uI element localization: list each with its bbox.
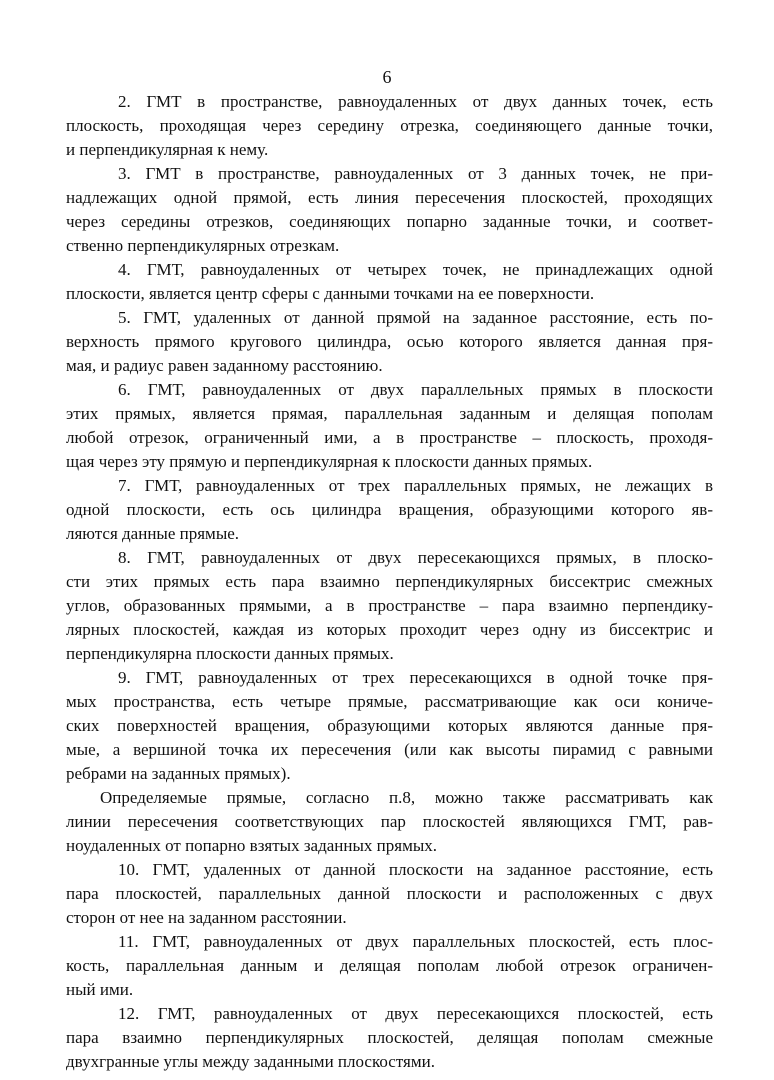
text-line: мых пространства, есть четыре прямые, рассматривающие как оси кониче-	[66, 692, 713, 711]
text-line: и перпендикулярная к нему.	[66, 140, 269, 159]
text-line: Определяемые прямые, согласно п.8, можно также рассматривать как	[100, 788, 713, 807]
text-line: надлежащих одной прямой, есть линия пересечения плоскостей, проходящих	[66, 188, 713, 207]
text-line: 6. ГМТ, равноудаленных от двух параллельных прямых в плоскости	[118, 380, 713, 399]
text-line: 7. ГМТ, равноудаленных от трех параллельных прямых, не лежащих в	[118, 476, 713, 495]
text-line: мые, а вершиной точка их пересечения (или как высоты пирамид с равными	[66, 740, 713, 759]
text-line: перпендикулярна плоскости данных прямых.	[66, 644, 394, 663]
text-line: мая, и радиус равен заданному расстоянию.	[66, 356, 383, 375]
text-line: двухгранные углы между заданными плоскостями.	[66, 1052, 435, 1071]
text-line: углов, образованных прямыми, а в пространстве – пара взаимно перпендику-	[66, 596, 713, 615]
text-line: линии пересечения соответствующих пар плоскостей являющихся ГМТ, рав-	[66, 812, 713, 831]
text-line: этих прямых, является прямая, параллельная заданным и делящая пополам	[66, 404, 713, 423]
text-line: 3. ГМТ в пространстве, равноудаленных от 3 данных точек, не при-	[118, 164, 713, 183]
text-line: 10. ГМТ, удаленных от данной плоскости на заданное расстояние, есть	[118, 860, 713, 879]
text-line: кость, параллельная данным и делящая пополам любой отрезок ограничен-	[66, 956, 713, 975]
text-line: 2. ГМТ в пространстве, равноудаленных от двух данных точек, есть	[118, 92, 713, 111]
text-line: через середины отрезков, соединяющих попарно заданные точки, и соответ-	[66, 212, 713, 231]
text-line: 4. ГМТ, равноудаленных от четырех точек, не принадлежащих одной	[118, 260, 713, 279]
text-line: 12. ГМТ, равноудаленных от двух пересекающихся плоскостей, есть	[118, 1004, 713, 1023]
text-line: пара плоскостей, параллельных данной плоскости и расположенных с двух	[66, 884, 713, 903]
text-line: 9. ГМТ, равноудаленных от трех пересекающихся в одной точке пря-	[118, 668, 713, 687]
text-line: ских поверхностей вращения, образующими которых являются данные пря-	[66, 716, 713, 735]
text-line: лярных плоскостей, каждая из которых проходит через одну из биссектрис и	[66, 620, 713, 639]
text-line: плоскость, проходящая через середину отрезка, соединяющего данные точки,	[66, 116, 713, 135]
text-line: плоскости, является центр сферы с данными точками на ее поверхности.	[66, 284, 595, 303]
text-line: ноудаленных от попарно взятых заданных прямых.	[66, 836, 437, 855]
text-line: ный ими.	[66, 980, 134, 999]
text-line: ребрами на заданных прямых).	[66, 764, 291, 783]
text-line: сти этих прямых есть пара взаимно перпендикулярных биссектрис смежных	[66, 572, 713, 591]
text-line: ственно перпендикулярных отрезкам.	[66, 236, 340, 255]
text-line: пара взаимно перпендикулярных плоскостей, делящая пополам смежные	[66, 1028, 713, 1047]
text-line: сторон от нее на заданном расстоянии.	[66, 908, 347, 927]
text-line: одной плоскости, есть ось цилиндра вращения, образующими которого яв-	[66, 500, 713, 519]
text-line: 8. ГМТ, равноудаленных от двух пересекающихся прямых, в плоско-	[118, 548, 713, 567]
text-line: ляются данные прямые.	[66, 524, 240, 543]
page-number: 6	[382, 67, 392, 87]
text-line: любой отрезок, ограниченный ими, а в пространстве – плоскость, проходя-	[66, 428, 713, 447]
text-line: верхность прямого кругового цилиндра, осью которого является данная пря-	[66, 332, 713, 351]
text-line: 5. ГМТ, удаленных от данной прямой на заданное расстояние, есть по-	[118, 308, 713, 327]
text-line: щая через эту прямую и перпендикулярная к плоскости данных прямых.	[66, 452, 593, 471]
text-line: 11. ГМТ, равноудаленных от двух параллельных плоскостей, есть плос-	[118, 932, 713, 951]
